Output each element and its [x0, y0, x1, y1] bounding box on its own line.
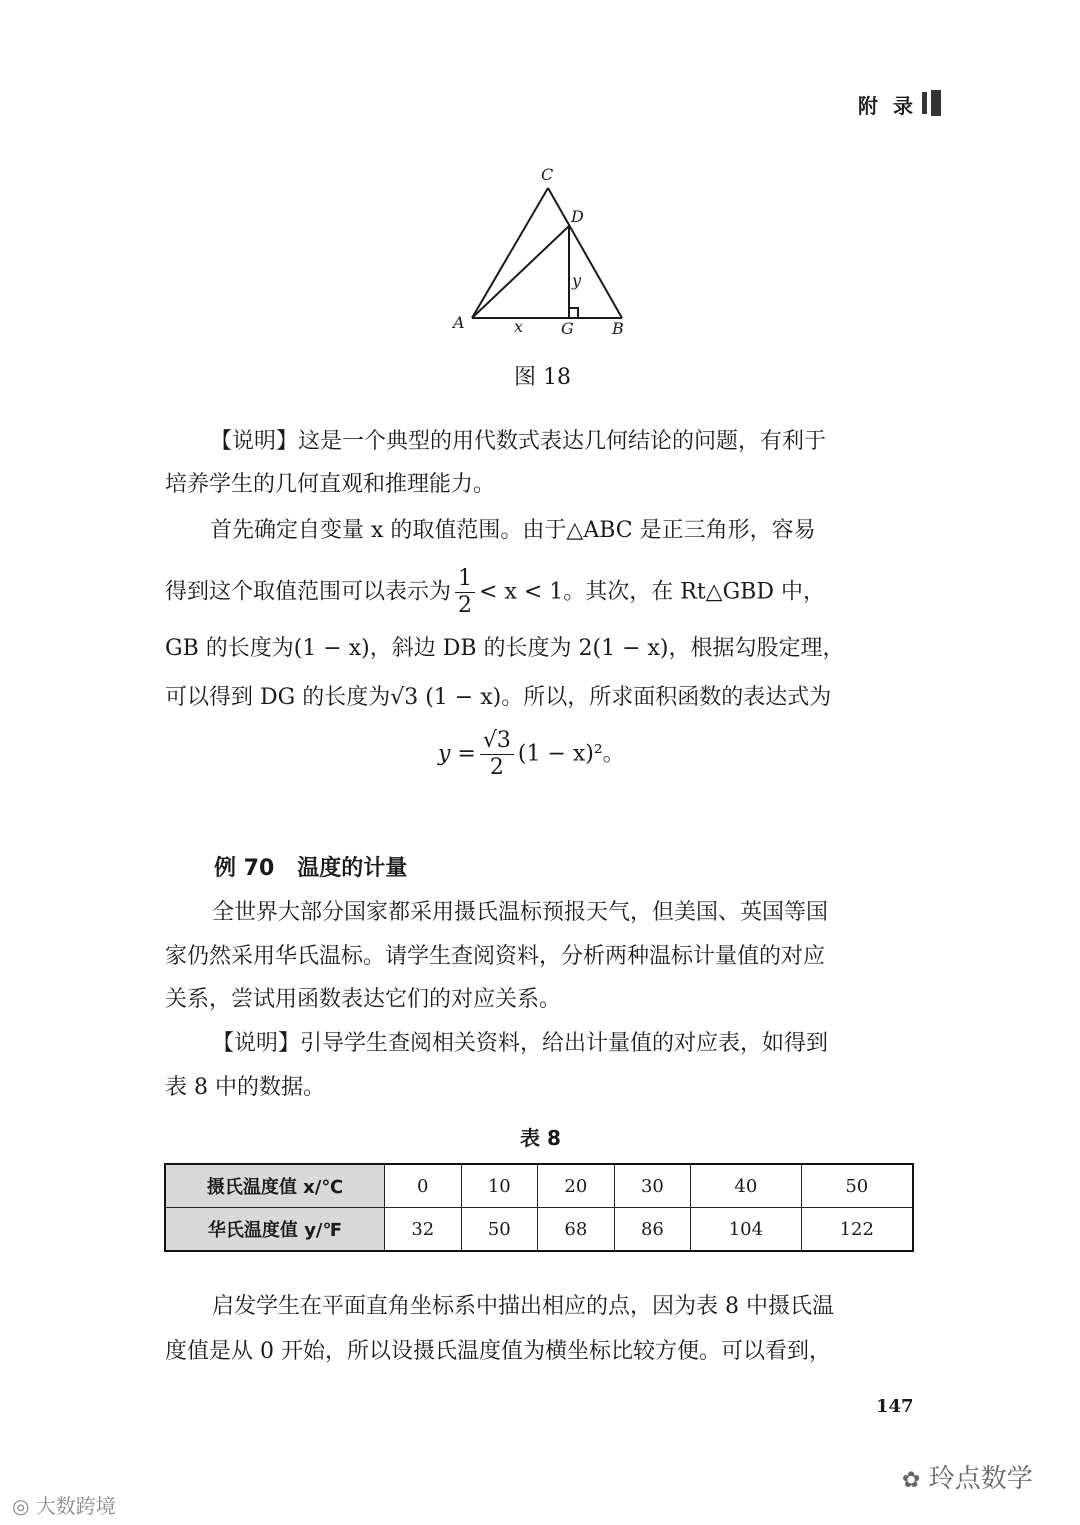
example-line: 关系，尝试用函数表达它们的对应关系。	[165, 987, 562, 1012]
formula-numerator: √3	[480, 728, 514, 755]
example-heading: 温度的计量	[297, 856, 408, 881]
wechat-icon: ✿	[902, 1468, 921, 1493]
formula-fraction	[480, 728, 514, 781]
temperature-table	[164, 1163, 914, 1252]
table-cell: 50	[461, 1208, 538, 1252]
example-line: 全世界大部分国家都采用摄氏温标预报天气，但美国、英国等国	[212, 900, 829, 925]
example-title	[214, 854, 964, 884]
fraction-denominator: 2	[458, 593, 473, 618]
table-row	[165, 1208, 913, 1252]
table-cell: 86	[614, 1208, 691, 1252]
analysis-text: 得到这个取值范围可以表示为	[165, 579, 452, 605]
analysis-line: 可以得到 DG 的长度为√3 (1 − x)。所以，所求面积函数的表达式为	[165, 685, 832, 710]
label-b: B	[612, 319, 624, 338]
watermark-logo-icon: ◎	[12, 1494, 30, 1518]
side-cb	[548, 188, 622, 318]
example-note-line: 表 8 中的数据。	[165, 1075, 325, 1100]
example-note-line: 【说明】引导学生查阅相关资料，给出计量值的对应表，如得到	[212, 1031, 829, 1056]
note-line: 培养学生的几何直观和推理能力。	[165, 472, 496, 497]
example-number: 例 70	[214, 856, 275, 881]
side-ac	[472, 188, 548, 318]
row-header-celsius: 摄氏温度值 x/℃	[165, 1164, 385, 1208]
table-cell: 68	[538, 1208, 615, 1252]
label-c: C	[541, 165, 554, 184]
page-number: 147	[876, 1396, 914, 1417]
analysis-line: 首先确定自变量 x 的取值范围。由于△ABC 是正三角形，容易	[210, 518, 816, 543]
watermark-bottom-left	[12, 1490, 116, 1519]
watermark-text: 玲点数学	[928, 1464, 1033, 1494]
label-d: D	[571, 207, 584, 226]
table-caption: 表 8	[520, 1126, 561, 1150]
table-row	[165, 1164, 913, 1208]
closing-line: 启发学生在平面直角坐标系中描出相应的点，因为表 8 中摄氏温	[212, 1294, 834, 1319]
label-a: A	[453, 313, 465, 332]
watermark-text: 大数跨境	[35, 1494, 116, 1518]
formula-rhs: (1 − x)²。	[517, 741, 625, 767]
label-g: G	[561, 319, 574, 338]
table-cell: 30	[614, 1164, 691, 1208]
example-line: 家仍然采用华氏温标。请学生查阅资料，分析两种温标计量值的对应	[165, 944, 826, 969]
header-bar-decoration	[931, 90, 941, 116]
fraction-numerator: 1	[455, 566, 475, 593]
label-y: y	[572, 271, 582, 290]
table-cell: 104	[691, 1208, 801, 1252]
analysis-line: GB 的长度为(1 − x)，斜边 DB 的长度为 2(1 − x)，根据勾股定理，	[165, 636, 845, 661]
table-cell: 32	[385, 1208, 462, 1252]
table-cell: 50	[801, 1164, 913, 1208]
analysis-line-with-fraction	[165, 566, 915, 619]
table-cell: 40	[691, 1164, 801, 1208]
label-x: x	[514, 317, 524, 336]
row-header-fahrenheit: 华氏温度值 y/℉	[165, 1208, 385, 1252]
fraction	[455, 566, 475, 619]
analysis-text: < x < 1。其次，在 Rt△GBD 中，	[479, 579, 825, 605]
table-cell: 20	[538, 1164, 615, 1208]
closing-line: 度值是从 0 开始，所以设摄氏温度值为横坐标比较方便。可以看到，	[165, 1339, 831, 1364]
formula-denominator: 2	[489, 755, 504, 780]
figure-caption: 图 18	[514, 365, 571, 390]
segment-ad	[472, 226, 569, 318]
table-cell: 122	[801, 1208, 913, 1252]
table-cell: 10	[461, 1164, 538, 1208]
area-formula	[438, 728, 1080, 781]
header-bar-decoration	[922, 92, 927, 114]
triangle-figure	[440, 160, 640, 340]
right-angle-mark	[569, 308, 578, 318]
table-cell: 0	[385, 1164, 462, 1208]
watermark-bottom-right	[902, 1458, 1033, 1495]
section-title: 附 录	[858, 94, 917, 118]
note-line: 【说明】这是一个典型的用代数式表达几何结论的问题，有利于	[210, 429, 827, 454]
formula-lhs: y =	[438, 741, 476, 767]
